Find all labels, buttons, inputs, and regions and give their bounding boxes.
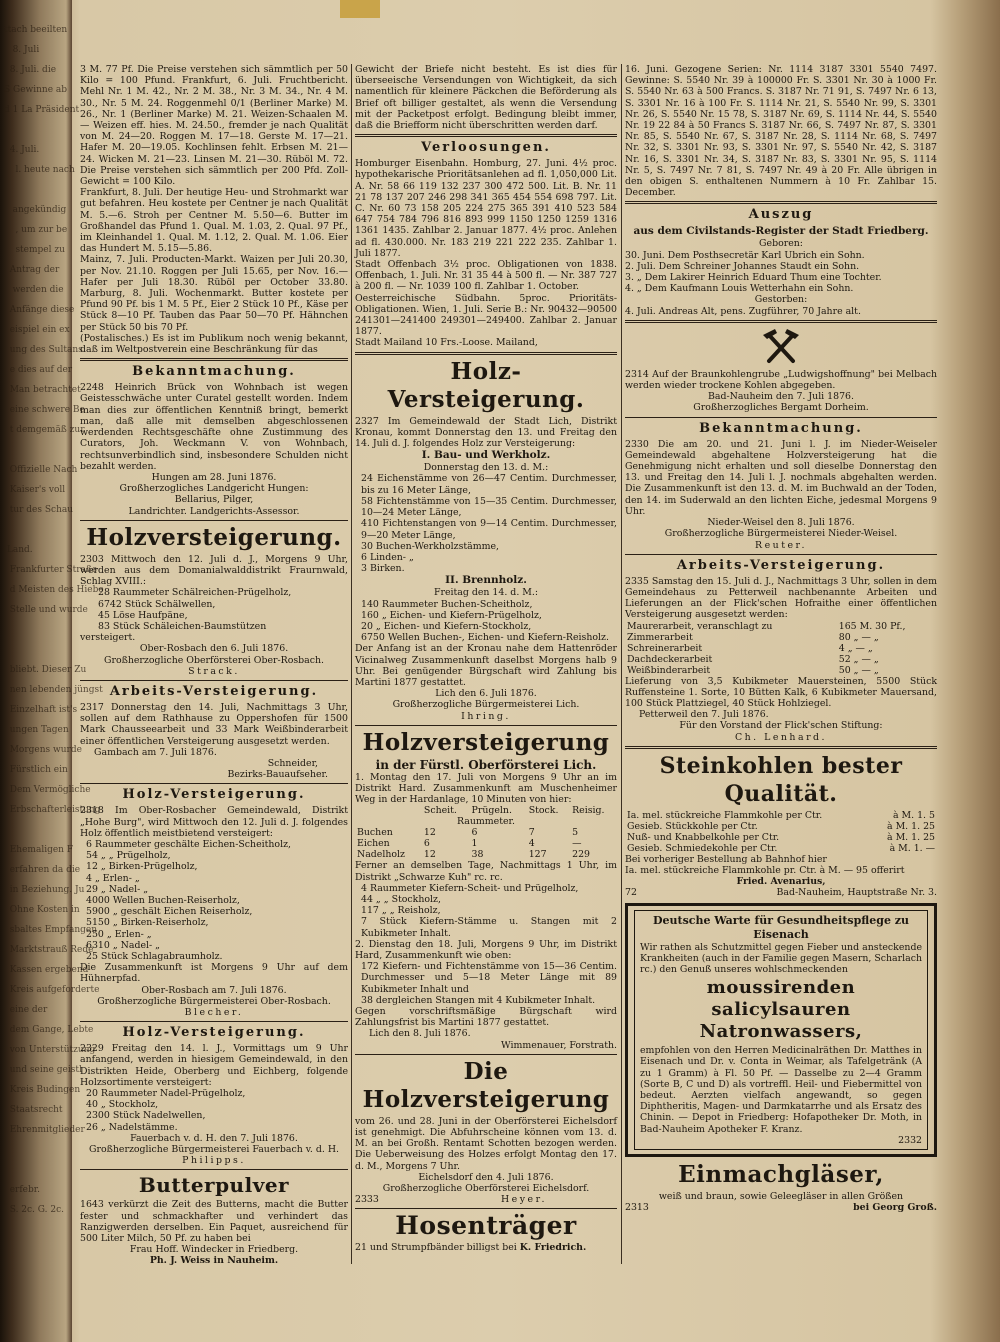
ad-authority: Großherzogliche Bürgermeisterei Nieder-Weisel. (664, 528, 898, 540)
ad-title: Hosenträger (395, 1211, 577, 1241)
ad-item: 20 „ Eichen- und Kiefern-Stockholz, (361, 620, 532, 632)
table-cell: 7 (528, 827, 535, 839)
ad-authority: Großherzogliche Oberförsterei Eichelsdorf. (382, 1183, 590, 1195)
ad-item: 20 Raummeter Nadel-Prügelholz, (86, 1088, 246, 1100)
ad-place: Ober-Rosbach am 7. Juli 1876. (141, 984, 287, 996)
ad-title: Holzversteigerung. (86, 523, 342, 551)
section-rule (355, 1054, 617, 1055)
ad-body: versteigert. (80, 632, 136, 644)
lottery-text: Oesterreichische Südbahn. 5proc. Prioritäts-Obligationen. Wien, 1. Juli. Serie B.: Nr. 90432—90500 241301—241400 249301—249400. Zahlbar 2. Januar 1877. (355, 292, 617, 338)
column-2 (355, 64, 617, 1254)
ad-item: 6310 „ Nadel- „ (86, 939, 161, 951)
work-table (625, 621, 937, 676)
ad-place: Fauerbach v. d. H. den 7. Juli 1876. (130, 1132, 298, 1144)
ad-item: 6742 Stück Schälwellen, (98, 598, 216, 610)
civil-register-subtitle: aus dem Civilstands-Register der Stadt Friedberg. (633, 225, 929, 238)
ad-item: 29 „ Nadel- „ (86, 883, 149, 895)
section-rule (625, 746, 937, 749)
ad-body: weiß und braun, sowie Geleegläser in allen Größen (658, 1190, 904, 1202)
ad-section: II. Brennholz. (445, 574, 527, 587)
wood-table (355, 805, 617, 860)
table-unit: Raummeter. (457, 816, 515, 828)
ad-authority: Großherzogliche Bürgermeisterei Ober-Rosbach. (97, 995, 331, 1007)
ad-signer: Ch. Lenhard. (734, 731, 828, 743)
ad-signer: Philipps. (182, 1155, 246, 1167)
ad-body: Ia. mel. stückreiche Flammkohle pr. Ctr. à M. — 95 offerirt (625, 864, 905, 876)
civil-register-item: 3. „ Dem Lakirer Heinrich Eduard Thum eine Tochter. (625, 272, 882, 284)
table-cell: Ia. mel. stückreiche Flammkohle per Ctr. (627, 809, 823, 821)
notice-title: Bekanntmachung. (132, 364, 296, 380)
ad-place: Gambach am 7. Juli 1876. (94, 746, 217, 758)
column-divider (351, 64, 352, 1264)
lottery-text: Stadt Offenbach 3½ proc. Obligationen von 1838. Offenbach, 1. Juli. Nr. 31 35 44 à 500 fl. — Nr. 387 727 à 200 fl. — Nr. 1039 100 fl. Zahlbar 1. October. (355, 259, 617, 293)
ad-item: 7 Stück Kiefern-Stämme u. Stangen mit 2 Kubikmeter Inhalt. (361, 916, 617, 939)
ad-item: 172 Kiefern- und Fichtenstämme von 15—36 Centim. Durchmesser und 5—18 Meter Länge mit 89 Kubikmeter Inhalt und (361, 961, 617, 995)
ad-body: 2317 Donnerstag den 14. Juli, Nachmittags 3 Uhr, sollen auf dem Rathhause zu Oppershofen für 1500 Mark Chausseearbeit und 33 Mark Weißbinderarbeit einer öffentlichen Versteigerung ausgesetzt werden. (80, 701, 348, 747)
table-cell: Buchen (357, 827, 393, 839)
table-row (625, 821, 937, 832)
table-subheader-row (355, 816, 617, 827)
ad-item: 4000 Wellen Buchen-Reiserholz, (86, 895, 240, 906)
ad-item-list (355, 473, 617, 574)
table-cell: à M. 1. 25 (887, 831, 935, 843)
column-3 (625, 64, 937, 1213)
ad-seller: Fried. Avenarius, (736, 876, 826, 888)
ad-item: 117 „ „ Reisholz, (361, 905, 441, 917)
ad-item: 83 Stück Schäleichen-Baumstützen (98, 620, 267, 632)
ad-item: 30 Buchen-Werkholzstämme, (361, 540, 500, 552)
ad-item: 410 Fichtenstangen von 9—14 Centim. Durchmesser, 9—20 Meter Länge, (361, 518, 617, 541)
ad-footer (625, 887, 937, 898)
section-rule (625, 417, 937, 418)
ad-item-list (80, 839, 348, 962)
ad-title: Steinkohlen bester Qualität. (659, 752, 903, 807)
ad-title: Die Holzversteigerung (362, 1057, 610, 1113)
table-cell: Gesieb. Stückkohle per Ctr. (627, 820, 758, 832)
notice-authority: Großherzogliches Landgericht Hungen: (119, 483, 309, 495)
ad-address: Bad-Nauheim, Hauptstraße Nr. 3. (776, 887, 937, 899)
notice-body: 2248 Heinrich Brück von Wohnbach ist wegen Geistesschwäche unter Curatel gestellt worden. Indem man dies zur öffentlichen Kenntniß bringt, bemerkt man, daß alle mit demselben abgeschlossenen werdenden Rechtsgeschäfte ohne Zustimmung des Curators, Joh. Weckmann V. von Wohnbach, rechtsunverbindlich sind, insbesondere Schulden nicht bezahlt werden. (80, 382, 348, 472)
ad-place: Ober-Rosbach den 6. Juli 1876. (139, 643, 289, 655)
table-header-cell: Reisig. (572, 805, 605, 817)
table-cell: 80 „ — „ (838, 631, 879, 643)
ad-place: Lich den 8. Juli 1876. (369, 1028, 471, 1040)
table-cell: 1 (471, 838, 478, 850)
table-cell: Maurerarbeit, veranschlagt zu (627, 620, 773, 632)
section-rule (355, 352, 617, 355)
table-cell: — (572, 838, 582, 850)
civil-register-item: 2. Juli. Dem Schreiner Johannes Staudt ein Sohn. (625, 260, 860, 272)
ad-body: Bei vorheriger Bestellung ab Bahnhof hier (625, 853, 827, 865)
ad-day: Donnerstag den 13. d. M.: (423, 462, 549, 474)
table-cell: Schreinerarbeit (627, 642, 703, 654)
paper-tab (340, 0, 380, 18)
ad-signer: Wimmenauer, Forstrath. (501, 1039, 617, 1051)
table-cell: Zimmerarbeit (627, 631, 693, 643)
ad-title: Holz-Versteigerung. (122, 1025, 306, 1041)
ad-item: 5900 „ geschält Eichen Reiserholz, (86, 906, 253, 918)
adjacent-page-gutter (0, 0, 104, 1342)
ad-signer: Ihring. (461, 710, 511, 722)
table-row (625, 843, 937, 854)
ad-place: Petterweil den 7. Juli 1876. (639, 709, 769, 721)
section-rule (625, 201, 937, 204)
section-rule (80, 358, 348, 361)
section-rule (625, 554, 937, 555)
section-rule (355, 725, 617, 726)
ad-signer-role: Bezirks-Bauaufseher. (227, 769, 328, 781)
adjacent-page-text: ttach beeilten 8. Juli 8. Juli. die S Gewinne ab d 1 La Präsident 4. Juli. l. heute nach angekündig , um zur be stempel zu Antrag der werden die Anfänge diese eispiel ein ex ung des Sultans e dies auf der Man betrachtet eine schwere Be t demgemäß zur Offizielle Nach Kaiser's voll tur des Schau Land. Frankfurter Straße d Meisten des Hiebe Stelle und wurde bliebt. Dieser Zu nen lebenden jüngst Einzelhaft ist's ungen Tagen Morgens wurde Fürstlich ein Dem Vermögliche Erbschafterleistung Ehemaligen F erfahren da die in Beziehung. Ju Ohne Kosten in sbaltes Empfangen Marktstrauß Rede Kassen ergebend Kreis aufgeforderte eine der dem Gange, Lebte von Unterstützung und seine geistl Kreis Budingen Staatsrecht Ehrenmitglieder erfebr. S. 2c. G. 2c. (4, 25, 104, 1215)
column-divider (621, 64, 622, 1264)
ad-body: Lieferung von 3,5 Kubikmeter Mauersteinen, 5500 Stück Ruffensteine 1. Sorte, 10 Bütten Kalk, 6 Kubikmeter Mauersand, 100 Stück Plattziegel, 40 Stück Hohlziegel. (625, 675, 937, 709)
ad-body: 2335 Samstag den 15. Juli d. J., Nachmittags 3 Uhr, sollen in dem Gemeindehaus zu Petterweil nachbenannte Arbeiten und Lieferungen an der Flick'schen Hofraithe einer öffentlichen Versteigerung ausgesetzt werden: (625, 575, 937, 621)
ad-body: Gegen vorschriftsmäßige Bürgschaft wird Zahlungsfrist bis Martini 1877 gestattet. (355, 1006, 617, 1029)
table-cell: 4 (528, 838, 535, 850)
table-row (625, 810, 937, 821)
ad-signer: Schneider, (267, 757, 318, 769)
ad-seller: K. Friedrich. (519, 1242, 587, 1254)
ad-title: Einmachgläser, (678, 1160, 884, 1188)
ad-item-list (355, 599, 617, 644)
table-cell: 50 „ — „ (838, 664, 879, 676)
table-row (355, 827, 617, 838)
table-row (625, 643, 937, 654)
ad-item: 3 Birken. (361, 563, 405, 575)
ad-item: 44 „ „ Stockholz, (361, 893, 441, 905)
ad-item: 28 Raummeter Schälreichen-Prügelholz, (98, 587, 292, 599)
ad-body: 2327 Im Gemeindewald der Stadt Lich, Distrikt Kronau, kommt Donnerstag den 13. und Freitag den 14. Juli d. J. folgendes Holz zur Versteigerung: (355, 415, 617, 450)
ad-number: 2332 (898, 1134, 922, 1146)
ad-seller: Frau Hoff. Windecker in Friedberg. (129, 1244, 299, 1256)
column-1 (80, 64, 348, 1267)
ad-body: vom 26. und 28. Juni in der Oberförsterei Eichelsdorf ist genehmigt. Die Abfuhrscheine können vom 13. d. M. an bei Großh. Rentamt Schotten bezogen werden. Die Ueberweisung des Holzes erfolgt Montag den 17. d. M., Morgens 7 Uhr. (355, 1115, 617, 1172)
ad-product: moussirenden salicylsauren Natronwassers, (699, 977, 863, 1043)
notice-signers: Bellarius, Pilger, (174, 494, 254, 506)
ad-place: Bad-Nauheim den 7. Juli 1876. (707, 391, 855, 403)
ad-item: 54 „ „ Prügelholz, (86, 850, 171, 862)
ad-item: 12 „ Birken-Prügelholz, (86, 861, 198, 873)
table-cell: 127 (528, 849, 547, 861)
section-rule (355, 1208, 617, 1209)
section-title: Verloosungen. (421, 140, 551, 156)
table-row (625, 621, 937, 632)
table-cell: à M. 1. 25 (887, 820, 935, 832)
ad-title: Holz-Versteigerung. (387, 357, 585, 413)
market-report: 3 M. 77 Pf. Die Preise verstehen sich sämmtlich per 50 Kilo = 100 Pfund. Frankfurt, 6. Juli. Fruchtbericht. Mehl Nr. 1 M. 42., Nr. 2 M. 38., Nr. 3 M. 34., Nr. 4 M. 30., Nr. 5 M. 24. Roggenmehl 0/1 (Berliner Marke) M. 26., Nr. 1 (Berliner Marke) M. 21. Weizen-Schaalen M.— Weizen eff. hies. M. 24.50., fremder je nach Qualität von M. 24—20. Roggen M. 17—18. Gerste M. 17—21. Hafer M. 20—19.05. Kochlinsen fehlt. Erbsen M. 21—24. Wicken M. 21—23. Linsen M. 21—30. Rüböl M. 72. Die Preise verstehen sich sämmtlich per 200 Pfd. Zoll-Gewicht = 100 Kilo. (80, 64, 348, 188)
table-cell: Nadelholz (357, 849, 405, 861)
ad-item: 2300 Stück Nadelwellen, (86, 1110, 206, 1122)
health-ad-box (625, 903, 937, 1157)
ad-body (355, 1242, 617, 1253)
ad-item: 58 Fichtenstämme von 15—35 Centim. Durchmesser, 10—24 Meter Länge, (361, 495, 617, 519)
section-rule (355, 134, 617, 137)
civil-register-heading: Geboren: (759, 238, 803, 250)
ad-item-list (355, 961, 617, 1006)
ad-item: 5150 „ Birken-Reiserholz, (86, 917, 209, 929)
table-cell: Gesieb. Schmiedekohle per Ctr. (627, 842, 778, 854)
ad-item: 25 Stück Schlagabraumholz. (86, 951, 223, 963)
ad-item: 6750 Wellen Buchen-, Eichen- und Kiefern-Reisholz. (361, 632, 609, 644)
ad-title: Arbeits-Versteigerung. (109, 683, 319, 699)
table-cell: 6 (423, 838, 430, 850)
table-cell: 4 „ — „ (838, 642, 873, 654)
section-rule (80, 520, 348, 521)
postal-note: (Postalisches.) Es ist im Publikum noch wenig bekannt, daß im Weltpostverein eine Beschränkung für das (80, 332, 348, 356)
ad-item: 140 Raummeter Buchen-Scheitholz, (361, 598, 533, 610)
civil-register-item: 30. Juni. Dem Posthsecretär Karl Ubrich ein Sohn. (625, 249, 865, 261)
ad-title: Holz-Versteigerung. (122, 787, 306, 803)
ad-body: Wir rathen als Schutzmittel gegen Fieber und ansteckende Krankheiten (auch in der Familie gegen Masern, Scharlach rc.) den Genuß unseres wohlschmeckenden (640, 941, 922, 975)
ad-body: 2329 Freitag den 14. l. J., Vormittags um 9 Uhr anfangend, werden in hiesigem Gemeindewald, in den Distrikten Heide, Oberberg und Eichberg, folgende Holzsortimente versteigert: (80, 1043, 348, 1088)
ad-place: Nieder-Weisel den 8. Juli 1876. (707, 517, 855, 529)
ad-authority: Für den Vorstand der Flick'schen Stiftung: (679, 720, 883, 732)
lottery-text: Stadt Mailand 10 Frs.-Loose. Mailand, (355, 337, 538, 349)
table-cell: 5 (572, 827, 579, 839)
ad-body: 2314 Auf der Braunkohlengrube „Ludwigshoffnung" bei Melbach werden wieder trockene Kohlen abgegeben. (625, 368, 937, 392)
ad-item: 45 Löse Haufpäne, (98, 609, 188, 621)
health-ad-inner (634, 910, 928, 1150)
civil-register-item: 4. „ Dem Kaufmann Louis Wetterhahn ein Sohn. (625, 283, 854, 295)
ad-item: 38 dergleichen Stangen mit 4 Kubikmeter Inhalt. (361, 994, 596, 1006)
table-row (355, 849, 617, 860)
ad-signer: Blecher. (184, 1007, 244, 1019)
section-rule (625, 320, 937, 323)
ad-item: 6 Raummeter geschälte Eichen-Scheitholz, (86, 838, 291, 850)
ad-body: 2. Dienstag den 18. Juli, Morgens 9 Uhr, im Distrikt Hard, Zusammenkunft wie oben: (355, 938, 617, 961)
lottery-text: Homburger Eisenbahn. Homburg, 27. Juni. 4½ proc. hypothekarische Prioritätsanlehen ad fl. 1,050,000 Lit. A. Nr. 58 66 119 132 237 300 472 500. Lit. B. Nr. 11 21 78 137 207 246 298 341 365 454 554 698 797. Lit. C. Nr. 60 73 158 205 224 275 365 391 410 523 584 647 754 784 796 816 893 999 1150 1250 1259 1316 1361 1435. Zahlbar 2. Januar 1877. 4½ proc. Anlehen ad fl. 430.000. Nr. 183 219 221 222 235. Zahlbar 1. Juli 1877. (355, 158, 617, 259)
ad-item-list (80, 587, 348, 632)
market-report: Frankfurt, 8. Juli. Der heutige Heu- und Strohmarkt war gut befahren. Heu kostete per Centner je nach Qualität M. 5.—6. Stroh per Centner M. 5.50—6. Butter im Großhandel das Pfund 1. Qual. M. 1.03, 2. Qual. 97 Pf., im Kleinhandel 1. Qual. M. 1.12, 2. Qual. M. 1.06. Eier das Hundert M. 5.15—5.86. (80, 187, 348, 255)
ad-title: Butterpulver (138, 1173, 290, 1198)
table-row (625, 665, 937, 676)
table-cell: 229 (572, 849, 591, 861)
market-report: Mainz, 7. Juli. Producten-Markt. Waizen per Juli 20.30, per Nov. 21.10. Roggen per Juli 15.65, per Nov. 16.— Hafer per Juli 18.30. Rüböl per October 33.80. Marburg, 8. Juli. Wochenmarkt. Butter kostete per Pfund 90 Pf. bis 1 M. 5 Pf., Eier 2 Stück 10 Pf., Käse per Stück 8—10 Pf. Tauben das Paar 50—70 Pf. Hähnchen per Stück 50 bis 70 Pf. (80, 254, 348, 333)
ad-authority: Großherzogliche Oberförsterei Ober-Rosbach. (103, 654, 325, 666)
ad-item-list (355, 883, 617, 939)
notice-signers-roles: Landrichter. Landgerichts-Assessor. (128, 505, 300, 517)
ad-item: 6 Linden- „ (361, 551, 414, 563)
coal-price-table (625, 810, 937, 854)
ad-number: 72 (625, 887, 637, 899)
ad-item: 4 „ Erlen- „ (86, 872, 140, 884)
lottery-text: 16. Juni. Gezogene Serien: Nr. 1114 3187 3301 5540 7497. Gewinne: S. 5540 Nr. 39 à 100000 Fr. S. 3301 Nr. 30 à 1000 Fr. S. 5540 Nr. 63 à 500 Francs. S. 3187 Nr. 71 91, S. 7497 Nr. 6 13, S. 3301 Nr. 16 à 100 Fr. S. 1114 Nr. 21, S. 5540 Nr. 99, S. 3301 Nr. 26, S. 5540 Nr. 15 78, S. 3187 Nr. 69, S. 1114 Nr. 44, S. 5540 Nr. 19 22 84 à 50 Francs S. 3187 Nr. 66, S. 7497 Nr. 87, S. 3301 Nr. 85, S. 5540 Nr. 67, S. 3187 Nr. 28, S. 1114 Nr. 68, S. 7497 Nr. 32, S. 3301 Nr. 93, S. 3301 Nr. 97, S. 5540 Nr. 42, S. 3187 Nr. 16, S. 3301 Nr. 34, S. 3187 Nr. 83, S. 3301 Nr. 95, S. 1114 Nr. 5, S. 7497 Nr. 7 81, S. 7497 Nr. 49 à 20 Fr. Alle übrigen in den obigen S. enthaltenen Nummern à 10 Fr. Zahlbar 15. December. (625, 64, 937, 199)
hammer-and-pick-icon (761, 327, 801, 367)
ad-item: 40 „ Stockholz, (86, 1099, 159, 1111)
ad-authority: Großherzogliche Bürgermeisterei Fauerbach v. d. H. (89, 1144, 339, 1156)
table-cell: à M. 1. 5 (892, 809, 935, 821)
ad-body: Ferner an demselben Tage, Nachmittags 1 Uhr, im Distrikt „Schwarze Kuh" rc. rc. (355, 860, 617, 883)
ad-body: 1643 verkürzt die Zeit des Butterns, macht die Butter fester und schmackhafter und verhindert das Ranzigwerden derselben. Ein Paquet, ausreichend für 500 Liter Milch, 50 Pf. zu haben bei (80, 1199, 348, 1245)
ad-item: 24 Eichenstämme von 26—47 Centim. Durchmesser, bis zu 16 Meter Länge, (361, 473, 617, 496)
postal-note: Gewicht der Briefe nicht besteht. Es ist dies für überseeische Versendungen von Wichtigkeit, da sich namentlich für kleinere Päckchen die Beförderung als Brief oft billiger gestaltet, als wenn die Versendung mit der Packetpost erfolgt. Bedingung bleibt immer, daß die Briefform nicht überschritten werden darf. (355, 64, 617, 132)
ad-item: 4 Raummeter Kiefern-Scheit- und Prügelholz, (361, 882, 579, 894)
ad-text: 21 und Strumpfbänder billigst bei (355, 1242, 517, 1254)
ad-authority: Großherzogliches Bergamt Dorheim. (693, 402, 869, 414)
ad-body: 2318 Im Ober-Rosbacher Gemeindewald, Distrikt „Hohe Burg", wird Mittwoch den 12. Juli d. J. folgendes Holz öffentlich meistbietend versteigert: (80, 805, 348, 839)
ad-number: 2313 (625, 1202, 649, 1214)
ad-body: 2330 Die am 20. und 21. Juni l. J. im Nieder-Weiseler Gemeindewald abgehaltene Holzversteigerung hat die Genehmigung nicht erhalten und soll dieselbe Donnerstag den 13. und Freitag den 14. Juli l. J. nochmals abgehalten werden. Die Zusammenkunft ist den 13. d. M. im Buchwald an der Toden, den 14. im Suderwald an den lichten Eiche, jedesmal Morgens 9 Uhr. (625, 438, 937, 517)
notice-place: Hungen am 28. Juni 1876. (151, 471, 277, 483)
ad-day: Freitag den 14. d. M.: (433, 587, 539, 599)
ad-signer: Reuter. (755, 539, 807, 551)
ad-section: I. Bau- und Werkholz. (421, 449, 551, 462)
ad-item: 250 „ Erlen- „ (86, 928, 152, 940)
table-header-cell: Stock. (528, 805, 559, 817)
ad-body: empfohlen von den Herren Medicinalräthen Dr. Matthes in Eisenach und Dr. v. Conta in Weimar, als Tafelgetränk (A zu 1 Gramm) à Fl. 50 Pf. — Dasselbe zu 2—4 Gramm (Sorte B, C und D) als vortreffl. Heil- und Fiebermittel von bedeut. Aerzten vielfach angewandt, so gegen Diphtheritis, Magen- und Darmkatarrhe und als Ersatz des Chinin. — Depot in Friedberg: Hofapotheker Dr. Moth, in Bad-Nauheim Apotheker F. Kranz. (640, 1045, 922, 1135)
ad-seller: Ph. J. Weiss in Nauheim. (149, 1255, 279, 1267)
ad-item: 26 „ Nadelstämme. (86, 1121, 178, 1133)
ad-footer (625, 1202, 937, 1213)
ad-title: Arbeits-Versteigerung. (676, 557, 886, 573)
ad-title: Holzversteigerung (362, 728, 610, 756)
table-cell: à M. 1. — (889, 842, 935, 854)
table-row (625, 654, 937, 665)
table-cell: 165 M. 30 Pf., (838, 620, 906, 632)
ad-place: Eichelsdorf den 4. Juli 1876. (418, 1171, 554, 1183)
table-cell: Weißbinderarbeit (627, 664, 711, 676)
table-header-row (355, 805, 617, 816)
ad-footer (355, 1194, 617, 1205)
section-rule (80, 680, 348, 681)
ad-place: Lich den 6. Juli 1876. (435, 688, 537, 700)
table-header-cell: Prügeln. (471, 805, 512, 817)
table-header-cell (355, 805, 422, 816)
table-row (355, 838, 617, 849)
table-cell: Dachdeckerarbeit (627, 653, 713, 665)
ad-signer: Heyer. (501, 1194, 547, 1206)
table-row (625, 832, 937, 843)
ad-subtitle: in der Fürstl. Oberförsterei Lich. (375, 757, 597, 772)
civil-register-item: 4. Juli. Andreas Alt, pens. Zugführer, 70 Jahre alt. (625, 305, 861, 317)
table-cell: 52 „ — „ (838, 653, 879, 665)
table-cell: Eichen (357, 838, 390, 850)
table-cell: Nuß- und Knabbelkohle per Ctr. (627, 831, 780, 843)
ad-item-list (80, 1088, 348, 1133)
table-cell: 6 (471, 827, 478, 839)
table-row (625, 632, 937, 643)
ad-authority: Großherzogliche Bürgermeisterei Lich. (392, 699, 580, 711)
ad-seller: bei Georg Groß. (853, 1202, 937, 1214)
ad-body: 2303 Mittwoch den 12. Juli d. J., Morgens 9 Uhr, werden aus dem Domanialwalddistrikt Fraurnwald, Schlag XVIII.: (80, 553, 348, 588)
table-cell: 38 (471, 849, 484, 861)
ad-signer: Strack. (188, 665, 240, 677)
ad-number: 2333 (355, 1194, 379, 1206)
table-cell: 12 (423, 849, 436, 861)
civil-register-title: Auszug (748, 207, 814, 223)
section-rule (80, 1169, 348, 1170)
ad-title: Deutsche Warte für Gesundheitspflege zu Eisenach (652, 913, 910, 941)
section-rule (80, 1021, 348, 1022)
ad-body: Der Anfang ist an der Kronau nahe dem Hattenröder Vicinalweg Zusammenkunft daselbst Morgens halb 9 Uhr. Bei genügender Bürgschaft wird Zahlung bis Martini 1877 gestattet. (355, 643, 617, 688)
table-header-cell: Scheit. (423, 805, 457, 817)
civil-register-heading: Gestorben: (754, 294, 808, 306)
ad-body: Die Zusammenkunft ist Morgens 9 Uhr auf dem Hühnerpfad. (80, 962, 348, 985)
ad-body: 1. Montag den 17. Juli von Morgens 9 Uhr an im Distrikt Hard. Zusammenkunft am Muschenheimer Weg in der Hardanlage, 10 Minuten von hier: (355, 771, 617, 806)
ad-title: Bekanntmachung. (699, 420, 863, 436)
table-cell: 12 (423, 827, 436, 839)
section-rule (80, 783, 348, 784)
ad-item: 160 „ Eichen- und Kiefern-Prügelholz, (361, 609, 542, 621)
